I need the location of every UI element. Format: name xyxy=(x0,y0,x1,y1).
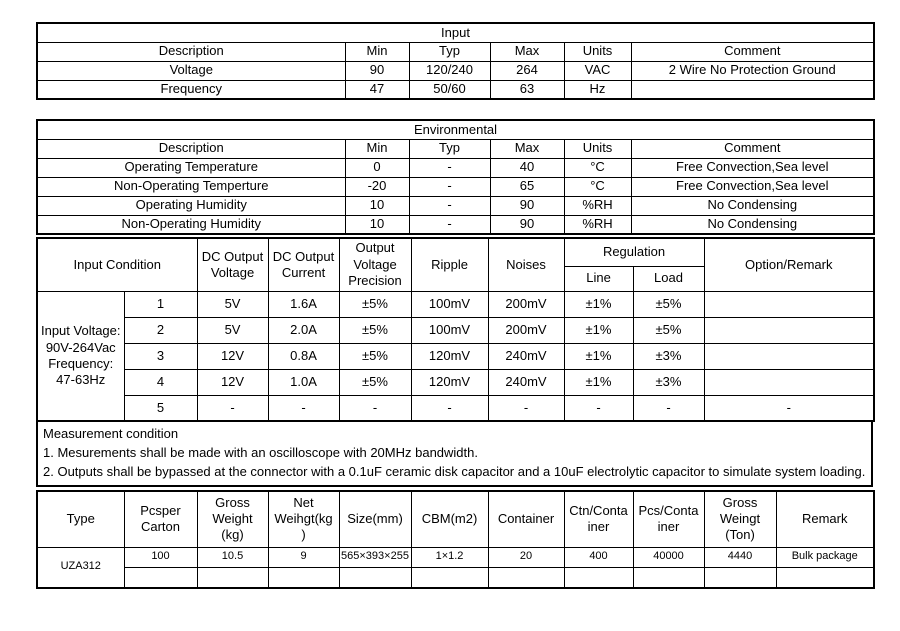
table-cell: °C xyxy=(564,177,631,196)
table-cell: ±3% xyxy=(633,369,704,395)
table-cell: Non-Operating Humidity xyxy=(37,215,345,234)
packing-table xyxy=(36,490,875,589)
table-row xyxy=(37,343,874,369)
table-cell: 5 xyxy=(124,395,197,421)
table-cell: 4 xyxy=(124,369,197,395)
table-cell: 5V xyxy=(197,291,268,317)
header-cell: DC Output Current xyxy=(268,238,339,291)
table-cell xyxy=(411,567,488,588)
header-cell: Typ xyxy=(409,139,490,158)
table-cell: 240mV xyxy=(488,369,564,395)
table-row xyxy=(37,567,874,588)
table-cell: 0 xyxy=(345,158,409,177)
header-cell: CBM(m2) xyxy=(411,491,488,547)
table-cell: 2 Wire No Protection Ground xyxy=(631,61,874,80)
table-cell xyxy=(197,567,268,588)
table-cell: - xyxy=(197,395,268,421)
header-cell: Ripple xyxy=(411,238,488,291)
header-cell: Description xyxy=(37,42,345,61)
table-row xyxy=(37,80,874,99)
table-cell: 10.5 xyxy=(197,547,268,567)
header-cell: Load xyxy=(633,266,704,291)
header-cell: Gross Weingt (Ton) xyxy=(704,491,776,547)
table-cell: ±5% xyxy=(339,343,411,369)
table-row xyxy=(37,395,874,421)
table-cell: 50/60 xyxy=(409,80,490,99)
measurement-condition-block xyxy=(36,422,873,487)
table-cell xyxy=(704,291,874,317)
header-cell: Min xyxy=(345,139,409,158)
table-cell xyxy=(633,567,704,588)
header-cell: Remark xyxy=(776,491,874,547)
table-cell xyxy=(704,343,874,369)
table-cell: - xyxy=(409,177,490,196)
table-row xyxy=(37,177,874,196)
header-cell: Output Voltage Precision xyxy=(339,238,411,291)
table-cell: ±5% xyxy=(633,317,704,343)
table-cell xyxy=(776,567,874,588)
table-cell: No Condensing xyxy=(631,196,874,215)
input-table xyxy=(36,22,875,100)
table-cell: 10 xyxy=(345,215,409,234)
table-cell: 100mV xyxy=(411,291,488,317)
table-cell xyxy=(631,80,874,99)
table-cell: 200mV xyxy=(488,291,564,317)
table-cell: ±1% xyxy=(564,317,633,343)
input-condition-cell xyxy=(37,291,124,421)
input-condition-line: 47-63Hz xyxy=(56,372,106,387)
table-cell: 10 xyxy=(345,196,409,215)
table-cell: - xyxy=(704,395,874,421)
table-cell: Voltage xyxy=(37,61,345,80)
table-cell: - xyxy=(411,395,488,421)
table-cell: - xyxy=(564,395,633,421)
table-cell: 65 xyxy=(490,177,564,196)
input-table-title: Input xyxy=(37,23,874,42)
table-cell: 9 xyxy=(268,547,339,567)
table-cell: ±1% xyxy=(564,369,633,395)
header-cell: Min xyxy=(345,42,409,61)
table-cell: 2 xyxy=(124,317,197,343)
table-cell: 12V xyxy=(197,343,268,369)
table-cell xyxy=(704,369,874,395)
table-cell xyxy=(488,567,564,588)
header-cell: Net Weihgt(kg) xyxy=(268,491,339,547)
header-cell: Max xyxy=(490,139,564,158)
table-cell: Free Convection,Sea level xyxy=(631,158,874,177)
environmental-table-title: Environmental xyxy=(37,120,874,139)
table-cell: 40 xyxy=(490,158,564,177)
table-cell: 40000 xyxy=(633,547,704,567)
table-cell: 1.6A xyxy=(268,291,339,317)
table-cell: Non-Operating Temperture xyxy=(37,177,345,196)
measurement-condition-title: Measurement condition xyxy=(43,426,179,441)
table-row xyxy=(37,196,874,215)
header-cell: Container xyxy=(488,491,564,547)
table-cell: ±1% xyxy=(564,291,633,317)
table-cell: 1 xyxy=(124,291,197,317)
table-cell: - xyxy=(409,158,490,177)
table-cell: 3 xyxy=(124,343,197,369)
header-cell: Regulation xyxy=(564,238,704,266)
table-cell: - xyxy=(633,395,704,421)
table-cell: 400 xyxy=(564,547,633,567)
table-cell: 90 xyxy=(490,196,564,215)
table-cell: - xyxy=(268,395,339,421)
measurement-note: 1. Mesurements shall be made with an oscilloscope with 20MHz bandwidth. xyxy=(43,445,478,460)
table-cell: ±5% xyxy=(339,291,411,317)
table-row xyxy=(37,215,874,234)
spec-document xyxy=(36,22,873,589)
table-cell: ±5% xyxy=(633,291,704,317)
table-cell: 1.0A xyxy=(268,369,339,395)
input-condition-line: Frequency: xyxy=(48,355,114,371)
table-cell: 0.8A xyxy=(268,343,339,369)
table-cell: 2.0A xyxy=(268,317,339,343)
header-cell: Size(mm) xyxy=(339,491,411,547)
header-cell: Pcs/Container xyxy=(633,491,704,547)
table-cell: 120mV xyxy=(411,369,488,395)
table-cell: 120/240 xyxy=(409,61,490,80)
table-cell: - xyxy=(488,395,564,421)
input-condition-line: 90V-264Vac xyxy=(45,339,116,355)
table-cell: Bulk package xyxy=(776,547,874,567)
table-cell xyxy=(564,567,633,588)
table-header-row xyxy=(37,491,874,547)
table-cell xyxy=(124,567,197,588)
table-cell xyxy=(704,317,874,343)
table-cell: 47 xyxy=(345,80,409,99)
table-cell: VAC xyxy=(564,61,631,80)
table-cell: - xyxy=(409,196,490,215)
header-cell: Input Condition xyxy=(37,238,197,291)
table-cell: 240mV xyxy=(488,343,564,369)
header-cell: Typ xyxy=(409,42,490,61)
table-cell: 200mV xyxy=(488,317,564,343)
table-cell: 90 xyxy=(345,61,409,80)
table-cell: °C xyxy=(564,158,631,177)
table-cell: 120mV xyxy=(411,343,488,369)
table-cell: ±5% xyxy=(339,369,411,395)
table-cell: %RH xyxy=(564,196,631,215)
table-cell: 12V xyxy=(197,369,268,395)
table-cell: 63 xyxy=(490,80,564,99)
table-row xyxy=(37,317,874,343)
header-cell: Comment xyxy=(631,42,874,61)
table-cell: - xyxy=(409,215,490,234)
output-conditions-table xyxy=(36,237,875,422)
table-header-row xyxy=(37,42,874,61)
measurement-note: 2. Outputs shall be bypassed at the connector with a 0.1uF ceramic disk capacitor and a 10uF electrolytic capacitor to simulate system loading. xyxy=(43,464,866,479)
table-cell: 565×393×255 xyxy=(339,547,411,567)
header-cell: Gross Weight (kg) xyxy=(197,491,268,547)
table-cell: Operating Humidity xyxy=(37,196,345,215)
header-cell: Line xyxy=(564,266,633,291)
table-cell: %RH xyxy=(564,215,631,234)
table-cell: 264 xyxy=(490,61,564,80)
header-cell: Comment xyxy=(631,139,874,158)
table-cell: Operating Temperature xyxy=(37,158,345,177)
header-cell: Ctn/Container xyxy=(564,491,633,547)
table-cell: No Condensing xyxy=(631,215,874,234)
table-cell: - xyxy=(339,395,411,421)
table-cell: 90 xyxy=(490,215,564,234)
header-cell: Units xyxy=(564,139,631,158)
table-header-row xyxy=(37,238,874,266)
table-cell: 100mV xyxy=(411,317,488,343)
table-cell xyxy=(339,567,411,588)
table-row xyxy=(37,369,874,395)
table-cell: 5V xyxy=(197,317,268,343)
table-row xyxy=(37,158,874,177)
table-cell: ±3% xyxy=(633,343,704,369)
table-cell: Hz xyxy=(564,80,631,99)
table-cell: 100 xyxy=(124,547,197,567)
table-cell: Frequency xyxy=(37,80,345,99)
table-row xyxy=(37,61,874,80)
header-cell: Noises xyxy=(488,238,564,291)
table-cell: 1×1.2 xyxy=(411,547,488,567)
input-condition-line: Input Voltage: xyxy=(40,323,121,339)
header-cell: Units xyxy=(564,42,631,61)
header-cell: DC Output Voltage xyxy=(197,238,268,291)
header-cell: Description xyxy=(37,139,345,158)
header-cell: Pcsper Carton xyxy=(124,491,197,547)
table-header-row xyxy=(37,139,874,158)
table-cell: 20 xyxy=(488,547,564,567)
table-cell: ±5% xyxy=(339,317,411,343)
table-cell: Free Convection,Sea level xyxy=(631,177,874,196)
table-row xyxy=(37,547,874,567)
table-cell: ±1% xyxy=(564,343,633,369)
table-row xyxy=(37,291,874,317)
table-cell xyxy=(704,567,776,588)
header-cell: Max xyxy=(490,42,564,61)
table-cell: -20 xyxy=(345,177,409,196)
table-title-row xyxy=(37,120,874,139)
environmental-table xyxy=(36,119,875,235)
table-title-row xyxy=(37,23,874,42)
table-cell: UZA312 xyxy=(37,547,124,588)
header-cell: Option/Remark xyxy=(704,238,874,291)
table-cell: 4440 xyxy=(704,547,776,567)
header-cell: Type xyxy=(37,491,124,547)
table-cell xyxy=(268,567,339,588)
